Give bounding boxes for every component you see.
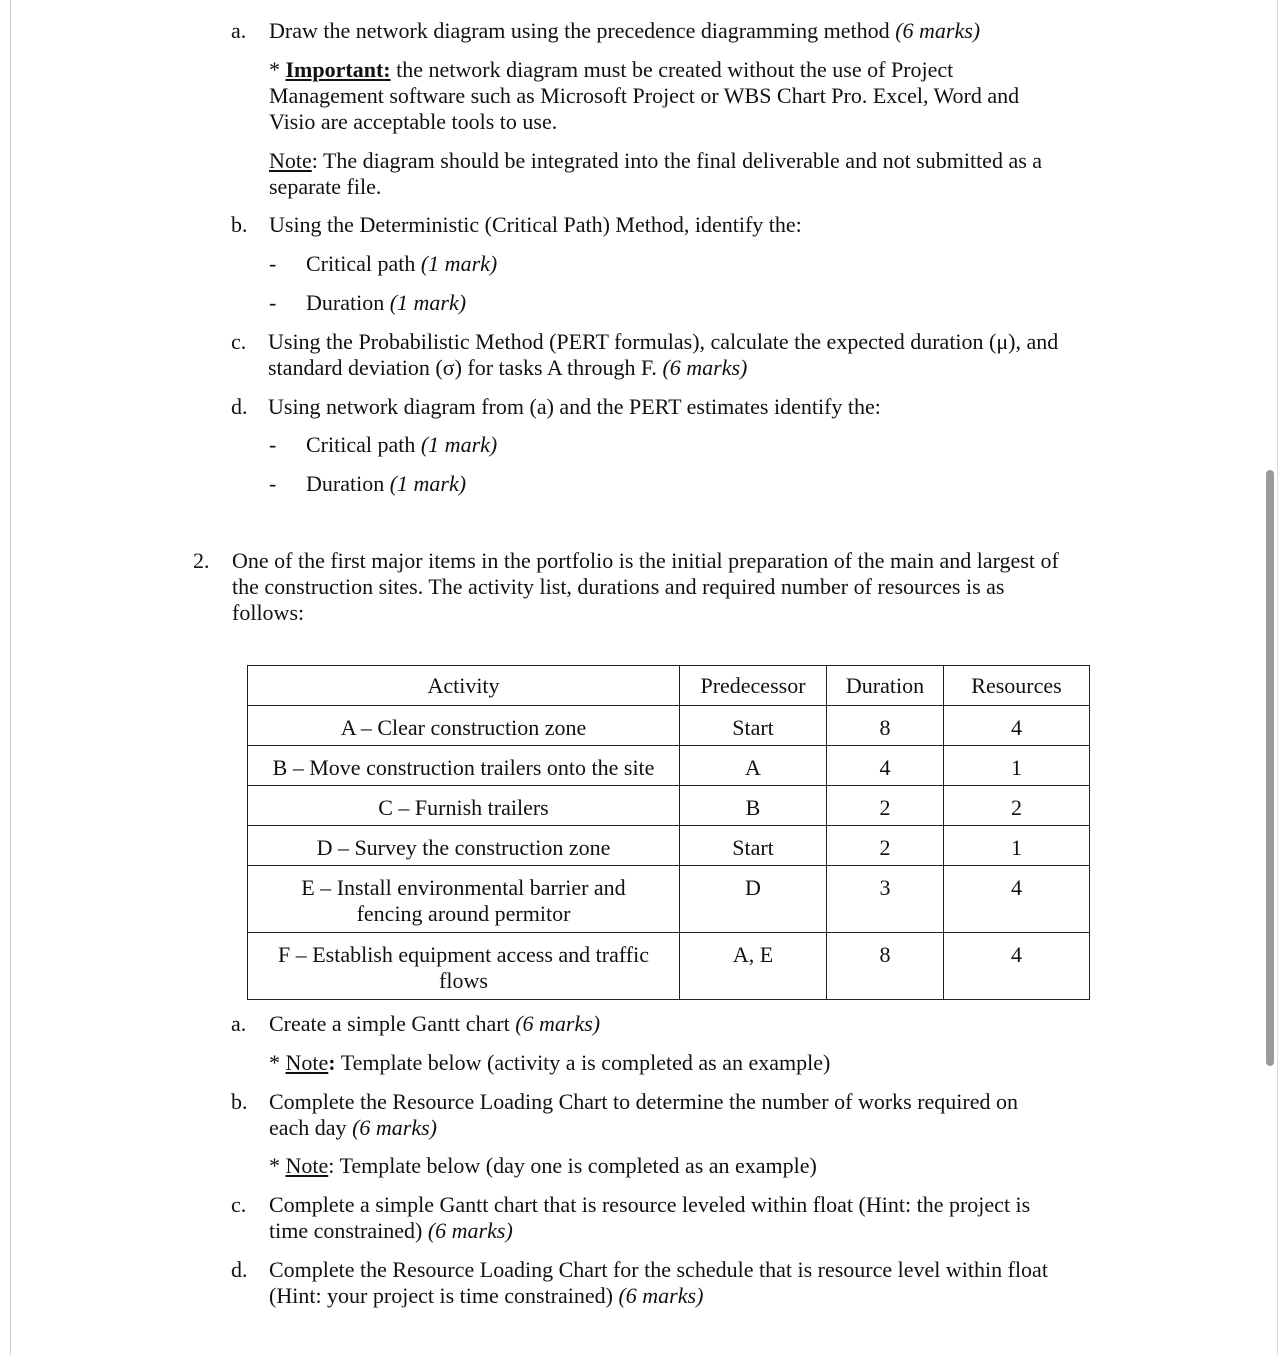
header-resources: Resources <box>944 666 1090 706</box>
cell-duration: 2 <box>827 826 944 866</box>
vertical-scrollbar[interactable] <box>1266 470 1274 1066</box>
cell-duration: 8 <box>827 706 944 746</box>
q2b-note: * Note: Template below (day one is completed as an example) <box>269 1153 817 1178</box>
q1d-item2-dash: - <box>269 471 277 496</box>
table-row <box>248 826 1090 866</box>
q2b-marker: b. <box>231 1089 248 1114</box>
cell-duration: 4 <box>827 746 944 786</box>
cell-resources: 4 <box>944 933 1090 1000</box>
page-left-edge <box>10 0 11 1355</box>
q2-intro: One of the first major items in the portfolio is the initial preparation of the main and largest of the construction sites. The activity list, durations and required number of resources is as follows: <box>232 548 1059 625</box>
q1d-marker: d. <box>231 394 248 419</box>
q2b-text: Complete the Resource Loading Chart to determine the number of works required on each day (6 marks) <box>269 1089 1019 1140</box>
table-row <box>248 933 1090 1000</box>
q2c-marker: c. <box>231 1192 247 1217</box>
cell-duration: 8 <box>827 933 944 1000</box>
cell-duration: 2 <box>827 786 944 826</box>
q1a-main-text: Draw the network diagram using the precedence diagramming method <box>269 18 890 43</box>
activity-table <box>247 665 1090 1000</box>
table-header-row <box>248 666 1090 706</box>
q2a-marker: a. <box>231 1011 247 1036</box>
q1a-important: * Important: the network diagram must be created without the use of Project Management software such as Microsoft Project or WBS Chart Pro. Excel, Word and Visio are acceptable tools to use. <box>269 57 1020 134</box>
q1d-text: Using network diagram from (a) and the PERT estimates identify the: <box>268 394 881 419</box>
cell-resources: 1 <box>944 826 1090 866</box>
q2d-marker: d. <box>231 1257 248 1282</box>
q1b-item2: Duration (1 mark) <box>306 290 467 315</box>
header-predecessor: Predecessor <box>680 666 827 706</box>
cell-predecessor: Start <box>680 706 827 746</box>
q1c-marker: c. <box>231 329 247 354</box>
cell-activity: D – Survey the construction zone <box>248 826 680 866</box>
cell-activity: F – Establish equipment access and traffic flows <box>248 933 680 1000</box>
q2-marker: 2. <box>193 548 210 573</box>
q1b-text: Using the Deterministic (Critical Path) Method, identify the: <box>269 212 802 237</box>
table-row <box>248 786 1090 826</box>
q2d-text: Complete the Resource Loading Chart for the schedule that is resource level within float (Hint: your project is time constrained) (6 marks) <box>269 1257 1048 1308</box>
q2c-text: Complete a simple Gantt chart that is resource leveled within float (Hint: the project is time constrained) (6 marks) <box>269 1192 1031 1243</box>
q1b-item1: Critical path (1 mark) <box>306 251 498 276</box>
note-label: Note <box>285 1050 329 1075</box>
q1b-item2-dash: - <box>269 290 277 315</box>
table-row <box>248 866 1090 933</box>
cell-predecessor: Start <box>680 826 827 866</box>
q1d-item1-dash: - <box>269 432 277 457</box>
cell-activity: E – Install environmental barrier and fencing around permitor <box>248 866 680 933</box>
cell-activity: A – Clear construction zone <box>248 706 680 746</box>
cell-resources: 4 <box>944 706 1090 746</box>
table-row <box>248 706 1090 746</box>
q1d-item1: Critical path (1 mark) <box>306 432 498 457</box>
cell-resources: 4 <box>944 866 1090 933</box>
q1c-text: Using the Probabilistic Method (PERT formulas), calculate the expected duration (μ), and standard deviation (σ) for tasks A through F. (6 marks) <box>268 329 1059 380</box>
q1b-marker: b. <box>231 212 248 237</box>
cell-predecessor: A, E <box>680 933 827 1000</box>
q1a-text <box>269 18 980 44</box>
q1b-item1-dash: - <box>269 251 277 276</box>
cell-resources: 1 <box>944 746 1090 786</box>
cell-predecessor: D <box>680 866 827 933</box>
q2a-text: Create a simple Gantt chart (6 marks) <box>269 1011 601 1036</box>
q1d-item2: Duration (1 mark) <box>306 471 467 496</box>
table-row <box>248 746 1090 786</box>
header-activity: Activity <box>248 666 680 706</box>
header-duration: Duration <box>827 666 944 706</box>
cell-duration: 3 <box>827 866 944 933</box>
cell-predecessor: A <box>680 746 827 786</box>
cell-activity: B – Move construction trailers onto the site <box>248 746 680 786</box>
q1a-marker: a. <box>231 18 247 43</box>
q1a-note: Note: The diagram should be integrated into the final deliverable and not submitted as a separate file. <box>269 148 1043 199</box>
page-right-edge <box>1277 0 1278 1355</box>
note-label: Note <box>269 148 312 173</box>
cell-activity: C – Furnish trailers <box>248 786 680 826</box>
note-label: Note <box>285 1153 329 1178</box>
important-label: Important: <box>285 57 391 82</box>
cell-resources: 2 <box>944 786 1090 826</box>
q1a-marks: (6 marks) <box>895 18 981 43</box>
cell-predecessor: B <box>680 786 827 826</box>
q2a-note: * Note: Template below (activity a is completed as an example) <box>269 1050 831 1075</box>
